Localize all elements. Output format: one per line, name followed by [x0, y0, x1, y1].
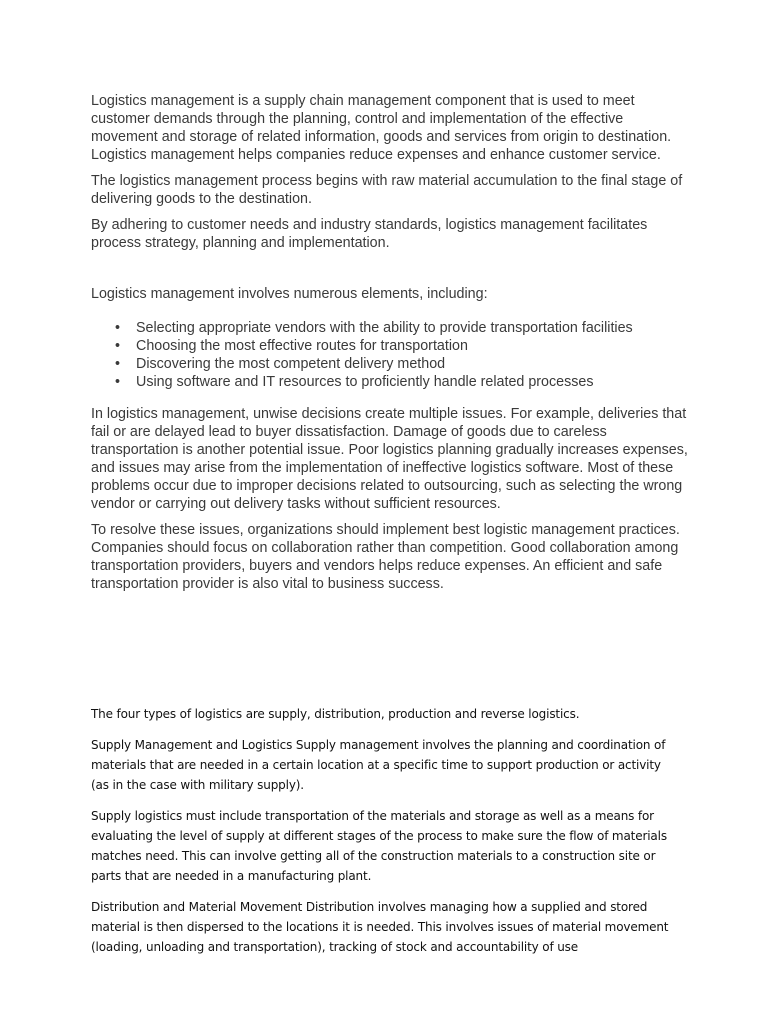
paragraph: The four types of logistics are supply, distribution, production and reverse logistics. — [91, 707, 580, 721]
paragraph: The logistics management process begins with raw material accumulation to the final stage of delivering goods to the destination. — [91, 173, 683, 207]
list-item — [115, 373, 690, 391]
list-item — [115, 337, 690, 355]
paragraph: By adhering to customer needs and industry standards, logistics management facilitates process strategy, planning and implementation. — [91, 217, 648, 251]
paragraph: Logistics management is a supply chain management component that is used to meet customer demands through the planning, control and implementation of the effective movement and storage of related information, goods and services from origin to destination. Logistics management helps companies reduce expenses and enhance customer service. — [91, 93, 672, 163]
document-section-two — [91, 704, 681, 968]
paragraph: To resolve these issues, organizations should implement best logistic management practices. Companies should focus on collaboration rather than competition. Good collaboration among transportation providers, buyers and vendors helps reduce expenses. An efficient and safe transportation provider is also vital to business success. — [91, 522, 680, 592]
list-intro: Logistics management involves numerous elements, including: — [91, 286, 488, 302]
paragraph: In logistics management, unwise decisions create multiple issues. For example, deliveries that fail or are delayed lead to buyer dissatisfaction. Damage of goods due to careless transportation is another potential issue. Poor logistics planning gradually increases expenses, and issues may arise from the implementation of ineffective logistics software. Most of these problems occur due to improper decisions related to outsourcing, such as selecting the wrong vendor or carrying out delivery tasks without sufficient resources. — [91, 406, 688, 512]
bullet-icon: • — [115, 320, 121, 336]
spacer — [91, 260, 690, 285]
paragraph: Supply Management and Logistics Supply management involves the planning and coordination of materials that are needed in a certain location at a specific time to support production or activity (as in the case with military supply). — [91, 738, 666, 792]
list-item-text: Choosing the most effective routes for transportation — [136, 338, 468, 354]
bullet-icon: • — [115, 338, 121, 354]
list-item-text: Discovering the most competent delivery method — [136, 356, 446, 372]
document-section-one — [91, 92, 690, 593]
list-item-text: Using software and IT resources to proficiently handle related processes — [136, 374, 594, 390]
list-item — [115, 319, 690, 337]
bullet-icon: • — [115, 374, 121, 390]
list-item-text: Selecting appropriate vendors with the ability to provide transportation facilities — [136, 320, 633, 336]
bullet-list — [91, 319, 690, 391]
list-item — [115, 355, 690, 373]
paragraph: Distribution and Material Movement Distribution involves managing how a supplied and stored material is then dispersed to the locations it is needed. This involves issues of material movement (loading, unloading and transportation), tracking of stock and accountability of use — [91, 900, 669, 954]
bullet-icon: • — [115, 356, 121, 372]
paragraph: Supply logistics must include transportation of the materials and storage as well as a means for evaluating the level of supply at different stages of the process to make sure the flow of materials matches need. This can involve getting all of the construction materials to a construction site or parts that are needed in a manufacturing plant. — [91, 809, 667, 883]
